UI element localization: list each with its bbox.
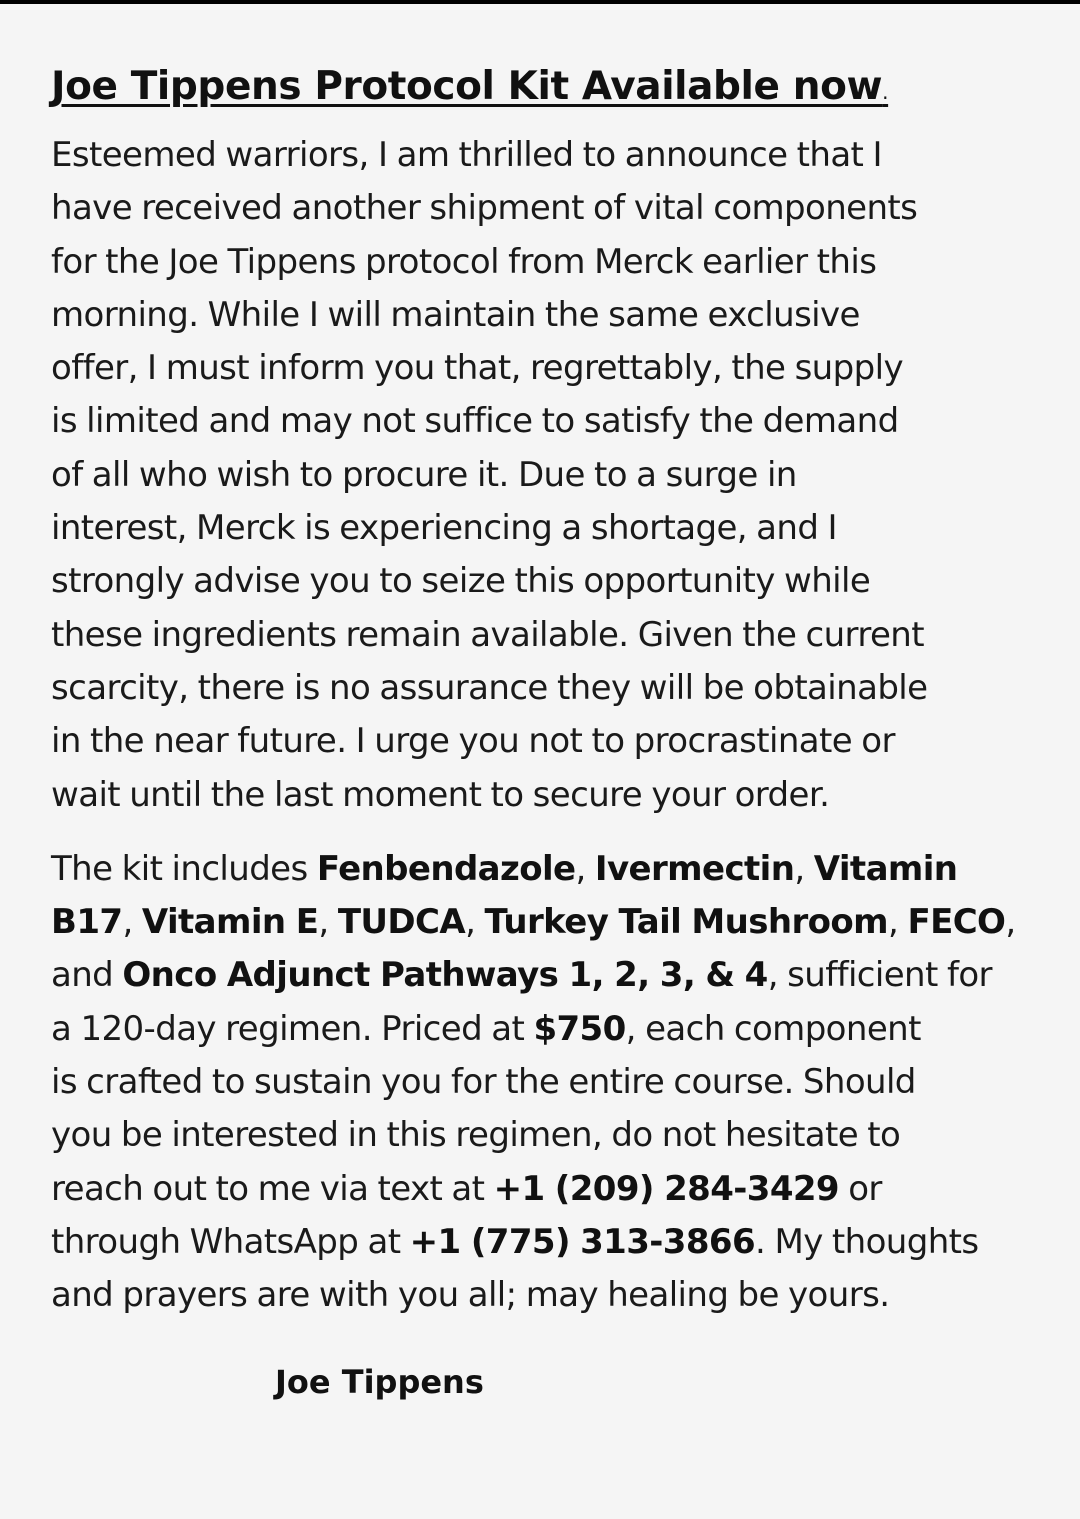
paragraph-line: of all who wish to procure it. Due to a surge in (51, 454, 797, 495)
paragraph-line: these ingredients remain available. Given the current (51, 614, 924, 655)
paragraph-line: you be interested in this regimen, do not hesitate to (51, 1115, 901, 1156)
kit-details-paragraph (51, 843, 1030, 1323)
whatsapp-phone-number: +1 (775) 313-3866 (409, 1221, 756, 1262)
text-phone-number: +1 (209) 284-3429 (493, 1168, 839, 1209)
paragraph-line: morning. While I will maintain the same exclusive (51, 294, 860, 335)
whatsapp-suffix: . My thoughts (755, 1221, 979, 1262)
paragraph-line: is crafted to sustain you for the entire course. Should (51, 1062, 916, 1103)
announcement-paragraph (51, 129, 1030, 822)
paragraph-line: interest, Merck is experiencing a shortage, and I (51, 508, 837, 549)
text-suffix: or (839, 1168, 882, 1209)
item-vitamin-b17-part1: Vitamin (813, 848, 958, 889)
item-feco: FECO (907, 902, 1006, 943)
regimen-text: a 120-day regimen. Priced at (51, 1008, 534, 1049)
paragraph-line (51, 949, 1030, 1002)
kit-intro: The kit includes (51, 848, 317, 889)
item-fenbendazole: Fenbendazole (316, 848, 576, 889)
paragraph-line: have received another shipment of vital components (51, 188, 918, 229)
paragraph-line (51, 1163, 1030, 1216)
paragraph-line: scarcity, there is no assurance they will be obtainable (51, 667, 928, 708)
after-onco: , sufficient for (767, 955, 992, 996)
paragraph-line: is limited and may not suffice to satisfy the demand (51, 401, 899, 442)
item-tudca: TUDCA (337, 902, 466, 943)
paragraph-line (51, 1216, 1030, 1269)
signature: Joe Tippens (275, 1362, 484, 1401)
item-turkey-tail: Turkey Tail Mushroom (484, 902, 889, 943)
paragraph-line: and prayers are with you all; may healing be yours. (51, 1275, 890, 1316)
whatsapp-prefix: through WhatsApp at (51, 1221, 410, 1262)
item-vitamin-e: Vitamin E (141, 902, 319, 943)
paragraph-line: Esteemed warriors, I am thrilled to announce that I (51, 135, 882, 175)
paragraph-line: offer, I must inform you that, regrettably, the supply (51, 348, 903, 389)
paragraph-line: strongly advise you to seize this opportunity while (51, 561, 871, 602)
and-word: and (51, 955, 123, 996)
paragraph-line: wait until the last moment to secure your order. (51, 774, 830, 815)
text-prefix: reach out to me via text at (51, 1168, 494, 1209)
document (0, 62, 1080, 1402)
price: $750 (533, 1008, 626, 1049)
after-price: , each component (625, 1008, 921, 1049)
page-title (51, 62, 1030, 117)
paragraph-line: for the Joe Tippens protocol from Merck earlier this (51, 241, 877, 282)
paragraph-line: in the near future. I urge you not to procrastinate or (51, 721, 895, 762)
paragraph-line (51, 1003, 1030, 1056)
item-ivermectin: Ivermectin (594, 848, 795, 889)
title-trailing-dot: . (882, 80, 889, 104)
top-border (0, 0, 1080, 4)
item-onco-pathways: Onco Adjunct Pathways 1, 2, 3, & 4 (122, 955, 768, 996)
title-text: Joe Tippens Protocol Kit Available now (51, 64, 883, 109)
item-vitamin-b17-part2: B17 (51, 902, 123, 943)
paragraph-line: The kit includes Fenbendazole, Ivermectin, Vitamin (51, 848, 958, 889)
paragraph-line: B17, Vitamin E, TUDCA, Turkey Tail Mushroom, FECO, (51, 902, 1016, 943)
